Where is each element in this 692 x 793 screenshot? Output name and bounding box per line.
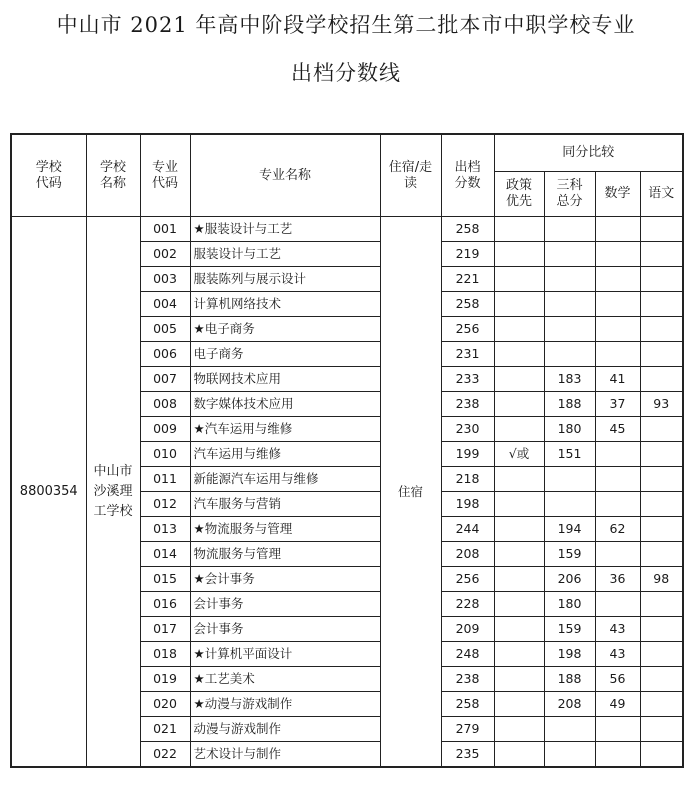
math-cell: 41 — [595, 367, 640, 392]
score-cell: 231 — [441, 342, 494, 367]
major-name-cell: 服装陈列与展示设计 — [190, 267, 380, 292]
header-math: 数学 — [595, 172, 640, 217]
major-name-cell: 数字媒体技术应用 — [190, 392, 380, 417]
major-name-cell: 汽车运用与维修 — [190, 442, 380, 467]
admission-score-table — [10, 133, 684, 768]
chinese-cell — [640, 367, 683, 392]
score-cell: 258 — [441, 292, 494, 317]
math-cell: 43 — [595, 642, 640, 667]
score-cell: 230 — [441, 417, 494, 442]
major-name-cell: 服装设计与工艺 — [190, 242, 380, 267]
header-school-code: 学校 代码 — [11, 134, 86, 217]
header-same-score-compare: 同分比较 — [494, 134, 683, 172]
score-cell: 198 — [441, 492, 494, 517]
chinese-cell — [640, 542, 683, 567]
major-name-cell: 艺术设计与制作 — [190, 742, 380, 768]
major-code-cell: 014 — [140, 542, 190, 567]
chinese-cell — [640, 267, 683, 292]
major-code-cell: 009 — [140, 417, 190, 442]
policy-priority-cell — [494, 592, 544, 617]
major-name-cell: ★服装设计与工艺 — [190, 217, 380, 242]
policy-priority-cell — [494, 467, 544, 492]
chinese-cell — [640, 717, 683, 742]
major-code-cell: 020 — [140, 692, 190, 717]
chinese-cell — [640, 742, 683, 768]
chinese-cell — [640, 592, 683, 617]
score-cell: 256 — [441, 567, 494, 592]
score-cell: 218 — [441, 467, 494, 492]
three-subject-total-cell — [544, 242, 595, 267]
major-code-cell: 003 — [140, 267, 190, 292]
policy-priority-cell — [494, 542, 544, 567]
three-subject-total-cell: 206 — [544, 567, 595, 592]
policy-priority-cell — [494, 692, 544, 717]
major-name-cell: 会计事务 — [190, 617, 380, 642]
score-cell: 258 — [441, 692, 494, 717]
major-name-cell: 会计事务 — [190, 592, 380, 617]
chinese-cell — [640, 242, 683, 267]
header-major-code: 专业 代码 — [140, 134, 190, 217]
score-cell: 244 — [441, 517, 494, 542]
major-name-cell: ★动漫与游戏制作 — [190, 692, 380, 717]
major-name-cell: 计算机网络技术 — [190, 292, 380, 317]
major-name-cell: 新能源汽车运用与维修 — [190, 467, 380, 492]
chinese-cell — [640, 692, 683, 717]
score-cell: 279 — [441, 717, 494, 742]
score-cell: 258 — [441, 217, 494, 242]
major-code-cell: 010 — [140, 442, 190, 467]
major-code-cell: 011 — [140, 467, 190, 492]
three-subject-total-cell: 208 — [544, 692, 595, 717]
major-name-cell: ★计算机平面设计 — [190, 642, 380, 667]
math-cell — [595, 742, 640, 768]
table-row — [11, 217, 683, 242]
three-subject-total-cell: 183 — [544, 367, 595, 392]
chinese-cell — [640, 417, 683, 442]
school-name-cell: 中山市 沙溪理 工学校 — [86, 217, 140, 768]
three-subject-total-cell — [544, 717, 595, 742]
chinese-cell — [640, 442, 683, 467]
policy-priority-cell — [494, 642, 544, 667]
major-code-cell: 021 — [140, 717, 190, 742]
math-cell — [595, 217, 640, 242]
three-subject-total-cell: 159 — [544, 542, 595, 567]
major-code-cell: 001 — [140, 217, 190, 242]
math-cell — [595, 292, 640, 317]
three-subject-total-cell — [544, 267, 595, 292]
three-subject-total-cell: 198 — [544, 642, 595, 667]
major-name-cell: ★汽车运用与维修 — [190, 417, 380, 442]
score-cell: 248 — [441, 642, 494, 667]
math-cell — [595, 717, 640, 742]
school-code-cell: 8800354 — [11, 217, 86, 768]
math-cell — [595, 267, 640, 292]
policy-priority-cell — [494, 242, 544, 267]
chinese-cell — [640, 342, 683, 367]
major-code-cell: 012 — [140, 492, 190, 517]
major-name-cell: ★工艺美术 — [190, 667, 380, 692]
policy-priority-cell: √或 — [494, 442, 544, 467]
three-subject-total-cell — [544, 492, 595, 517]
header-boarding: 住宿/走 读 — [380, 134, 441, 217]
policy-priority-cell — [494, 367, 544, 392]
policy-priority-cell — [494, 392, 544, 417]
major-code-cell: 019 — [140, 667, 190, 692]
chinese-cell: 98 — [640, 567, 683, 592]
three-subject-total-cell — [544, 317, 595, 342]
score-cell: 219 — [441, 242, 494, 267]
policy-priority-cell — [494, 567, 544, 592]
major-name-cell: ★会计事务 — [190, 567, 380, 592]
policy-priority-cell — [494, 292, 544, 317]
boarding-cell: 住宿 — [380, 217, 441, 768]
three-subject-total-cell: 194 — [544, 517, 595, 542]
policy-priority-cell — [494, 317, 544, 342]
chinese-cell — [640, 217, 683, 242]
major-name-cell: 动漫与游戏制作 — [190, 717, 380, 742]
chinese-cell — [640, 517, 683, 542]
three-subject-total-cell: 180 — [544, 592, 595, 617]
three-subject-total-cell — [544, 292, 595, 317]
math-cell — [595, 242, 640, 267]
score-cell: 233 — [441, 367, 494, 392]
chinese-cell — [640, 617, 683, 642]
score-cell: 208 — [441, 542, 494, 567]
header-policy-priority: 政策 优先 — [494, 172, 544, 217]
policy-priority-cell — [494, 742, 544, 768]
document-title-line2: 出档分数线 — [291, 61, 401, 85]
math-cell: 45 — [595, 417, 640, 442]
three-subject-total-cell — [544, 217, 595, 242]
three-subject-total-cell: 151 — [544, 442, 595, 467]
math-cell — [595, 592, 640, 617]
major-code-cell: 005 — [140, 317, 190, 342]
three-subject-total-cell: 159 — [544, 617, 595, 642]
math-cell: 36 — [595, 567, 640, 592]
major-name-cell: 物联网技术应用 — [190, 367, 380, 392]
header-school-name: 学校 名称 — [86, 134, 140, 217]
chinese-cell — [640, 317, 683, 342]
score-cell: 221 — [441, 267, 494, 292]
header-chinese: 语文 — [640, 172, 683, 217]
score-cell: 228 — [441, 592, 494, 617]
math-cell — [595, 467, 640, 492]
score-cell: 238 — [441, 667, 494, 692]
policy-priority-cell — [494, 517, 544, 542]
policy-priority-cell — [494, 267, 544, 292]
math-cell — [595, 492, 640, 517]
math-cell: 49 — [595, 692, 640, 717]
score-cell: 238 — [441, 392, 494, 417]
major-code-cell: 016 — [140, 592, 190, 617]
major-code-cell: 013 — [140, 517, 190, 542]
math-cell — [595, 342, 640, 367]
chinese-cell — [640, 667, 683, 692]
score-cell: 199 — [441, 442, 494, 467]
three-subject-total-cell — [544, 342, 595, 367]
three-subject-total-cell: 180 — [544, 417, 595, 442]
policy-priority-cell — [494, 617, 544, 642]
major-code-cell: 002 — [140, 242, 190, 267]
major-name-cell: 汽车服务与营销 — [190, 492, 380, 517]
policy-priority-cell — [494, 217, 544, 242]
chinese-cell — [640, 642, 683, 667]
major-code-cell: 007 — [140, 367, 190, 392]
document-title-line1: 中山市 2021 年高中阶段学校招生第二批本市中职学校专业 — [56, 13, 636, 37]
major-code-cell: 022 — [140, 742, 190, 768]
major-code-cell: 004 — [140, 292, 190, 317]
major-name-cell: ★物流服务与管理 — [190, 517, 380, 542]
major-code-cell: 008 — [140, 392, 190, 417]
table-body — [11, 217, 683, 768]
chinese-cell — [640, 467, 683, 492]
major-code-cell: 017 — [140, 617, 190, 642]
math-cell: 43 — [595, 617, 640, 642]
chinese-cell — [640, 492, 683, 517]
three-subject-total-cell — [544, 742, 595, 768]
math-cell: 37 — [595, 392, 640, 417]
three-subject-total-cell: 188 — [544, 667, 595, 692]
major-name-cell: ★电子商务 — [190, 317, 380, 342]
score-cell: 256 — [441, 317, 494, 342]
score-cell: 209 — [441, 617, 494, 642]
policy-priority-cell — [494, 667, 544, 692]
policy-priority-cell — [494, 417, 544, 442]
chinese-cell — [640, 292, 683, 317]
policy-priority-cell — [494, 492, 544, 517]
header-major-name: 专业名称 — [190, 134, 380, 217]
major-name-cell: 电子商务 — [190, 342, 380, 367]
score-cell: 235 — [441, 742, 494, 768]
math-cell — [595, 442, 640, 467]
header-three-subject-total: 三科 总分 — [544, 172, 595, 217]
math-cell — [595, 542, 640, 567]
chinese-cell: 93 — [640, 392, 683, 417]
policy-priority-cell — [494, 342, 544, 367]
policy-priority-cell — [494, 717, 544, 742]
math-cell — [595, 317, 640, 342]
math-cell: 62 — [595, 517, 640, 542]
math-cell: 56 — [595, 667, 640, 692]
header-score: 出档 分数 — [441, 134, 494, 217]
major-code-cell: 015 — [140, 567, 190, 592]
three-subject-total-cell: 188 — [544, 392, 595, 417]
three-subject-total-cell — [544, 467, 595, 492]
major-name-cell: 物流服务与管理 — [190, 542, 380, 567]
major-code-cell: 018 — [140, 642, 190, 667]
major-code-cell: 006 — [140, 342, 190, 367]
